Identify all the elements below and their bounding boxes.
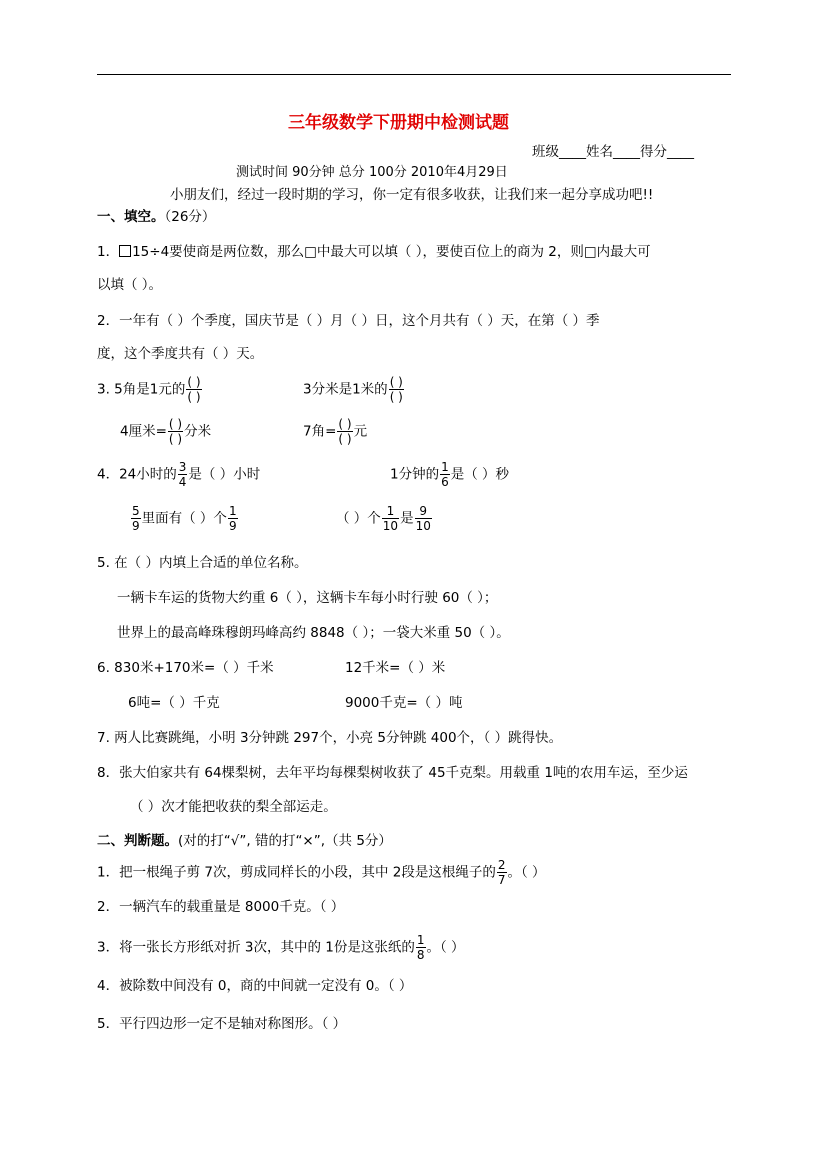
question-3a: 3. 5角是1元的 $\frac{( )}{( )}$: [97, 375, 201, 404]
judge-3: 3．将一张长方形纸对折 3次，其中的 1份是这张纸的 $\frac{1}{8}$ 。（ ）: [97, 933, 465, 962]
fraction: $\frac{( )}{( )}$: [338, 417, 352, 446]
question-6d: 9000千克=（ ）吨: [345, 695, 463, 711]
fraction: $\frac{1}{8}$: [416, 933, 425, 962]
question-4c: $\frac{5}{9}$ 里面有（ ）个 $\frac{1}{9}$: [132, 504, 237, 533]
question-7: 7. 两人比赛跳绳，小明 3分钟跳 297个，小亮 5分钟跳 400个，（ ）跳得快。: [97, 730, 563, 746]
test-meta: 测试时间 90分钟 总分 100分 2010年4月29日: [236, 165, 508, 180]
header-rule: [97, 74, 731, 75]
question-3b: 3分米是1米的 $\frac{( )}{( )}$: [303, 375, 403, 404]
section1-heading: 一、填空。（26分）: [97, 209, 216, 225]
page-title: 三年级数学下册期中检测试题: [288, 113, 509, 133]
fraction: $\frac{1}{9}$: [228, 504, 237, 533]
judge-2: 2．一辆汽车的载重量是 8000千克。（ ）: [97, 899, 345, 915]
fraction: $\frac{( )}{( )}$: [168, 417, 183, 446]
fraction: $\frac{( )}{( )}$: [187, 375, 201, 404]
fraction: $\frac{1}{6}$: [441, 460, 449, 489]
question-4d: （ ）个 $\frac{1}{10}$ 是 $\frac{9}{10}$: [336, 504, 431, 533]
question-8-line-2: （ ）次才能把收获的梨全部运走。: [130, 799, 337, 815]
question-1-line-2: 以填（ ）。: [97, 277, 163, 293]
question-1-line-1: 1． 15÷4要使商是两位数，那么□中最大可以填（ ），要使百位上的商为 2，则□内最大可: [97, 244, 651, 260]
fraction: $\frac{2}{7}$: [497, 858, 506, 887]
judge-4: 4．被除数中间没有 0，商的中间就一定没有 0。（ ）: [97, 978, 413, 994]
judge-5: 5．平行四边形一定不是轴对称图形。（ ）: [97, 1016, 347, 1032]
fraction: $\frac{1}{10}$: [382, 504, 399, 533]
question-3d: 7角= $\frac{( )}{( )}$ 元: [303, 417, 368, 446]
blank-square-icon: [119, 245, 131, 257]
judge-1: 1．把一根绳子剪 7次，剪成同样长的小段，其中 2段是这根绳子的 $\frac{2}{7}$ 。（ ）: [97, 858, 546, 887]
question-4a: 4．24小时的 $\frac{3}{4}$ 是（ ）小时: [97, 460, 261, 489]
student-info-fields: 班级____姓名____得分____: [532, 144, 694, 160]
question-6b: 12千米=（ ）米: [345, 660, 446, 676]
question-6a: 6. 830米+170米=（ ）千米: [97, 660, 274, 676]
question-2-line-1: 2．一年有（ ）个季度，国庆节是（ ）月（ ）日，这个月共有（ ）天，在第（ ）季: [97, 313, 600, 329]
question-5-heading: 5. 在（ ）内填上合适的单位名称。: [97, 555, 308, 571]
question-6c: 6吨=（ ）千克: [128, 695, 220, 711]
fraction: $\frac{9}{10}$: [415, 504, 431, 533]
question-5-line-2: 世界上的最高峰珠穆朗玛峰高约 8848（ ）；一袋大米重 50（ ）。: [117, 625, 510, 641]
fraction: $\frac{5}{9}$: [132, 504, 140, 533]
question-5-line-1: 一辆卡车运的货物大约重 6（ ），这辆卡车每小时行驶 60（ ）；: [117, 590, 498, 606]
question-4b: 1分钟的 $\frac{1}{6}$ 是（ ）秒: [390, 460, 510, 489]
section2-heading: 二、判断题。(对的打“√”, 错的打“×”,（共 5分）: [97, 833, 392, 849]
fraction: $\frac{( )}{( )}$: [389, 375, 403, 404]
fraction: $\frac{3}{4}$: [178, 460, 187, 489]
question-3c: 4厘米= $\frac{( )}{( )}$ 分米: [120, 417, 212, 446]
question-2-line-2: 度，这个季度共有（ ）天。: [97, 346, 264, 362]
question-8-line-1: 8．张大伯家共有 64棵梨树，去年平均每棵梨树收获了 45千克梨。用载重 1吨的农用车运，至少运: [97, 765, 688, 781]
intro-text: 小朋友们，经过一段时期的学习，你一定有很多收获，让我们来一起分享成功吧!!: [170, 187, 654, 203]
